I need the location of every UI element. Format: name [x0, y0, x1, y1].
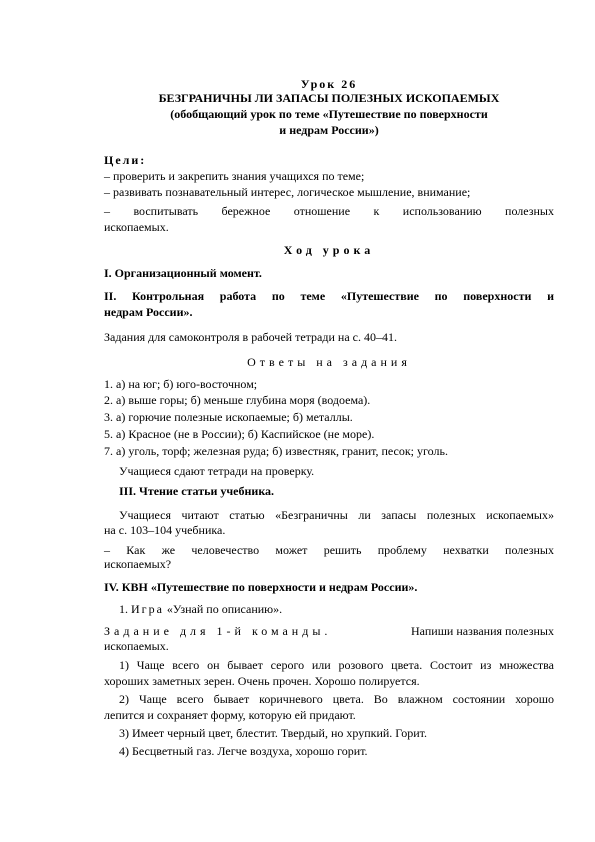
description-item: 4) Бесцветный газ. Легче воздуха, хорошо горит. — [119, 744, 368, 758]
goal-item: – проверить и закрепить знания учащихся по теме; — [104, 169, 365, 183]
section-4-heading: IV. КВН «Путешествие по поверхности и недрам России». — [104, 580, 418, 594]
lesson-subtitle-line1: (обобщающий урок по теме «Путешествие по поверхности — [170, 107, 488, 121]
section-1-heading: I. Организационный момент. — [104, 266, 262, 280]
section-3-heading: III. Чтение статьи учебника. — [119, 484, 275, 498]
hand-in-text: Учащиеся сдают тетради на проверку. — [119, 464, 315, 478]
game-label: Игра — [131, 602, 164, 616]
game-heading — [104, 602, 554, 616]
course-heading: Ход урока — [283, 243, 375, 257]
answer-item: 7. а) уголь, торф; железная руда; б) известняк, гранит, песок; уголь. — [104, 444, 448, 458]
reading-text-line2: на с. 103–104 учебника. — [104, 523, 226, 537]
section-2-heading-continuation: недрам России». — [104, 305, 193, 319]
task-line — [104, 624, 554, 638]
reading-text-line1: Учащиеся читают статью «Безграничны ли запасы полезных ископаемых» — [119, 508, 554, 522]
task-label: Задание для 1-й команды. — [104, 624, 332, 638]
lesson-title: БЕЗГРАНИЧНЫ ЛИ ЗАПАСЫ ПОЛЕЗНЫХ ИСКОПАЕМЫХ — [158, 91, 500, 105]
goal-item-continuation: ископаемых. — [104, 220, 169, 234]
description-item-continuation: хороших заметных зерен. Очень прочен. Хорошо полируется. — [104, 674, 420, 688]
game-name: «Узнай по описанию». — [163, 602, 283, 616]
task-text: Напиши названия полезных — [411, 624, 554, 638]
task-line-continuation: ископаемых. — [104, 639, 169, 653]
selfcheck-text: Задания для самоконтроля в рабочей тетради на с. 40–41. — [104, 330, 397, 344]
description-item: 1) Чаще всего он бывает серого или розового цвета. Состоит из множества — [119, 658, 554, 672]
answer-item: 2. а) выше горы; б) меньше глубина моря (водоема). — [104, 393, 371, 407]
lesson-subtitle-line2: и недрам России») — [279, 123, 379, 137]
description-item: 3) Имеет черный цвет, блестит. Твердый, но хрупкий. Горит. — [119, 726, 427, 740]
answer-item: 3. а) горючие полезные ископаемые; б) металлы. — [104, 410, 353, 424]
goal-item: – воспитывать бережное отношение к использованию полезных — [104, 204, 554, 218]
goal-item: – развивать познавательный интерес, логическое мышление, внимание; — [104, 185, 471, 199]
question-text-line1: – Как же человечество может решить проблему нехватки полезных — [104, 543, 554, 557]
answer-item: 1. а) на юг; б) юго-восточном; — [104, 377, 258, 391]
description-item-continuation: лепится и сохраняет форму, которую ей придают. — [104, 708, 356, 722]
description-item: 2) Чаще всего бывает коричневого цвета. Во влажном состоянии хорошо — [119, 692, 554, 706]
goals-heading: Цели: — [104, 153, 147, 167]
answers-heading: Ответы на задания — [247, 355, 411, 369]
game-number: 1. — [119, 602, 131, 616]
answer-item: 5. а) Красное (не в России); б) Каспийское (не море). — [104, 427, 375, 441]
section-2-heading: II. Контрольная работа по теме «Путешествие по поверхности и — [104, 289, 554, 303]
question-text-line2: ископаемых? — [104, 557, 172, 571]
lesson-number: Урок 26 — [300, 77, 358, 91]
